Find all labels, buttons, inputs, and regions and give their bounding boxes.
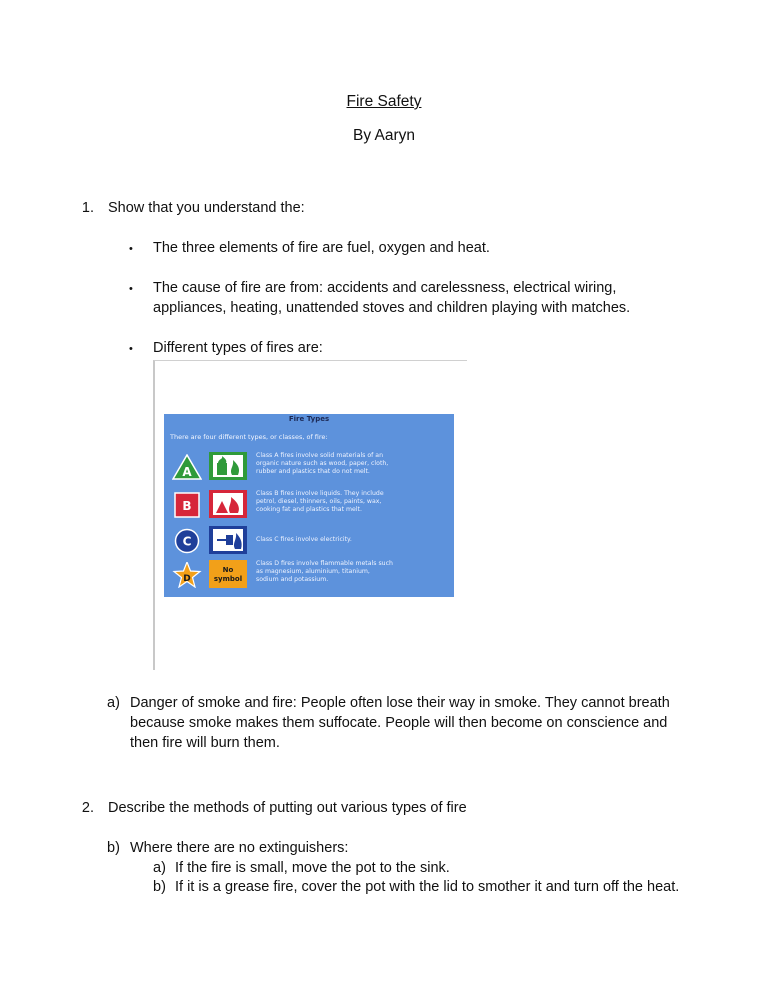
danger-line-1: Danger of smoke and fire: People often lose their way in smoke. They cannot breath <box>130 695 670 711</box>
method-small-fire: If the fire is small, move the pot to the sink. <box>175 860 450 876</box>
class-c-description <box>256 536 452 544</box>
class-d-row <box>168 558 452 592</box>
class-a-desc-line: organic nature such as wood, paper, cloth, <box>256 459 389 467</box>
class-b-row <box>168 488 452 522</box>
class-b-desc-line: petrol, diesel, thinners, oils, paints, wax, <box>256 497 382 505</box>
danger-line-2: because smoke makes them suffocate. People will then become on conscience and <box>130 715 668 731</box>
bullet-elements-of-fire: The three elements of fire are fuel, oxygen and heat. <box>153 240 490 256</box>
document-author: By Aaryn <box>352 127 416 144</box>
class-c-row <box>168 524 452 558</box>
class-a-desc-line: rubber and plastics that do not melt. <box>256 467 370 475</box>
class-a-triangle-icon <box>172 454 202 480</box>
class-a-description <box>256 452 452 475</box>
class-d-star-icon <box>172 562 202 588</box>
no-symbol-icon <box>208 559 248 589</box>
class-c-desc-line: Class C fires involve electricity. <box>256 536 352 543</box>
class-b-desc-line: Class B fires involve liquids. They include <box>256 490 384 497</box>
bullet-causes-line-2: appliances, heating, unattended stoves and children playing with matches. <box>153 300 631 316</box>
fire-types-intro: There are four different types, or classes, of fire: <box>170 433 328 441</box>
liquid-fire-icon <box>208 489 248 519</box>
class-d-desc-line: sodium and potassium. <box>256 575 329 583</box>
section-2-heading: Describe the methods of putting out various types of fire <box>108 800 467 816</box>
class-d-letter: D <box>183 574 191 584</box>
no-extinguisher-heading: Where there are no extinguishers: <box>130 840 349 856</box>
section-2-number: 2. <box>81 800 94 816</box>
bullet-types-of-fire: Different types of fires are: <box>153 340 323 356</box>
class-b-square-icon <box>172 492 202 518</box>
fire-types-title: Fire Types <box>288 415 330 423</box>
bullet-marker: • <box>129 243 133 255</box>
bullet-causes-line-1: The cause of fire are from: accidents and carelessness, electrical wiring, <box>153 280 617 296</box>
method-marker: b) <box>153 879 166 895</box>
section-1-number: 1. <box>81 200 94 216</box>
bullet-marker: • <box>129 343 133 355</box>
class-a-row <box>168 450 452 484</box>
class-c-circle-icon <box>172 528 202 554</box>
class-d-description <box>256 560 452 583</box>
no-symbol-line: No <box>222 566 234 574</box>
fire-types-panel <box>164 414 454 597</box>
class-d-desc-line: as magnesium, aluminium, titanium, <box>256 567 370 575</box>
danger-line-3: then fire will burn them. <box>130 735 280 751</box>
class-b-description <box>256 490 452 513</box>
class-d-desc-line: Class D fires involve flammable metals such <box>256 560 393 567</box>
no-symbol-line: symbol <box>213 575 243 583</box>
document-title: Fire Safety <box>346 93 422 110</box>
no-extinguisher-marker: b) <box>107 840 120 856</box>
class-a-desc-line: Class A fires involve solid materials of an <box>256 452 383 459</box>
class-c-letter: C <box>182 534 192 549</box>
class-b-letter: B <box>182 499 192 513</box>
class-b-desc-line: cooking fat and plastics that melt. <box>256 505 362 513</box>
bullet-marker: • <box>129 283 133 295</box>
section-1-heading: Show that you understand the: <box>108 200 305 216</box>
trash-fire-icon <box>208 451 248 481</box>
method-marker: a) <box>153 860 166 876</box>
class-a-letter: A <box>182 465 192 479</box>
electric-fire-icon <box>208 525 248 555</box>
danger-marker: a) <box>107 695 120 711</box>
method-grease-fire: If it is a grease fire, cover the pot with the lid to smother it and turn off the heat. <box>175 879 680 895</box>
